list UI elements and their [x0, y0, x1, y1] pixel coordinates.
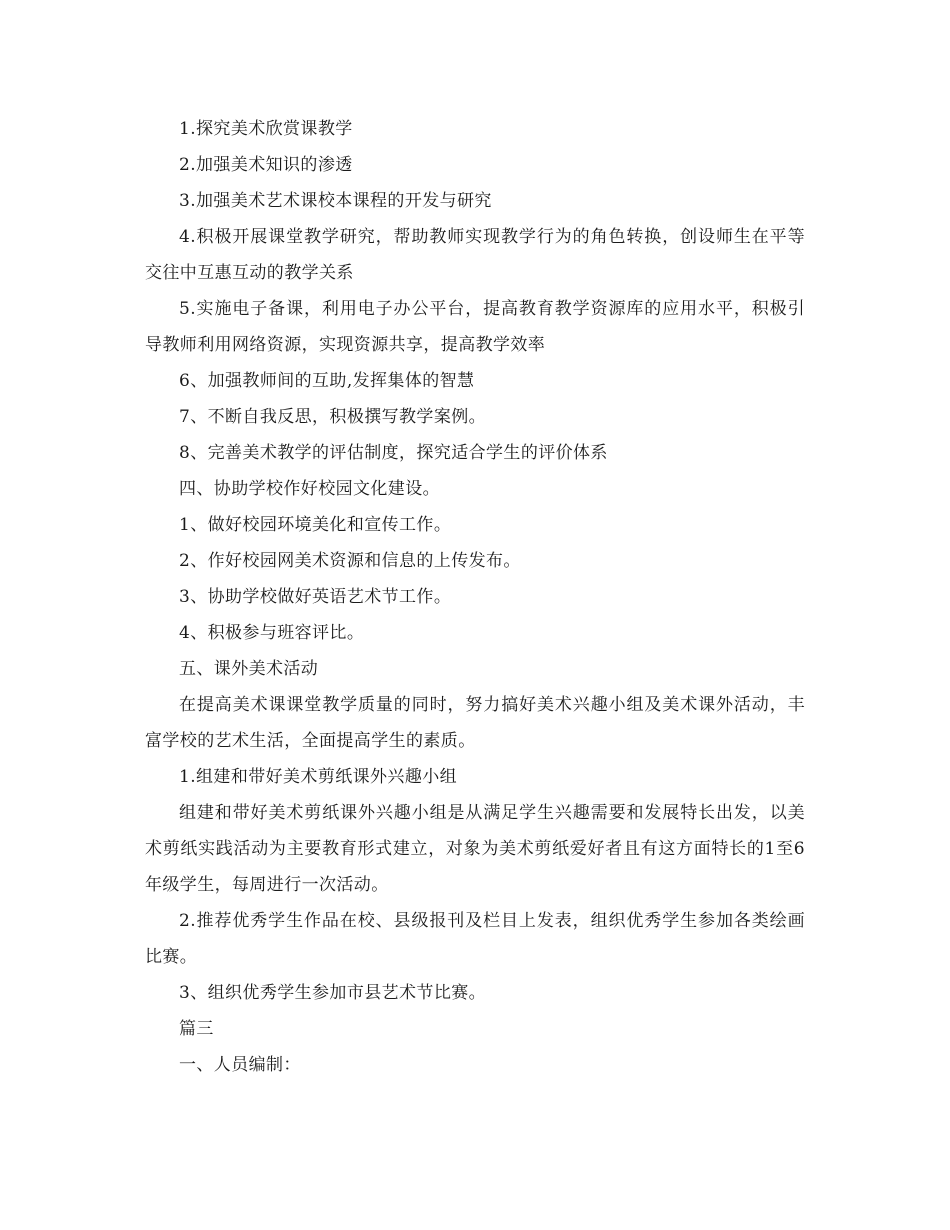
paragraph-13: 4、积极参与班容评比。 [179, 623, 365, 643]
paragraph-17: 组建和带好美术剪纸课外兴趣小组是从满足学生兴趣需要和发展特长出发，以美术剪纸实践活动为主要教育形式建立，对象为美术剪纸爱好者且有这方面特长的1至6年级学生，每周进行一次活动。 [145, 803, 805, 895]
section-heading-1: 一、人员编制： [179, 1055, 301, 1075]
document-body [145, 111, 805, 1083]
section-heading-4: 四、协助学校作好校园文化建设。 [179, 479, 440, 499]
paragraph-5: 5.实施电子备课，利用电子办公平台，提高教育教学资源库的应用水平，积极引导教师利用网络资源，实现资源共享，提高教学效率 [145, 299, 805, 355]
chapter-heading: 篇三 [179, 1019, 214, 1039]
paragraph-18: 2.推荐优秀学生作品在校、县级报刊及栏目上发表，组织优秀学生参加各类绘画比赛。 [145, 911, 805, 967]
paragraph-11: 2、作好校园网美术资源和信息的上传发布。 [179, 551, 521, 571]
paragraph-8: 8、完善美术教学的评估制度，探究适合学生的评价体系 [179, 443, 608, 463]
section-heading-5: 五、课外美术活动 [179, 659, 319, 679]
paragraph-3: 3.加强美术艺术课校本课程的开发与研究 [179, 191, 492, 211]
paragraph-16: 1.组建和带好美术剪纸课外兴趣小组 [179, 767, 458, 787]
paragraph-12: 3、协助学校做好英语艺术节工作。 [179, 587, 452, 607]
paragraph-2: 2.加强美术知识的渗透 [179, 155, 353, 175]
paragraph-7: 7、不断自我反思，积极撰写教学案例。 [179, 407, 487, 427]
paragraph-6: 6、加强教师间的互助,发挥集体的智慧 [179, 371, 475, 391]
paragraph-10: 1、做好校园环境美化和宣传工作。 [179, 515, 452, 535]
paragraph-19: 3、组织优秀学生参加市县艺术节比赛。 [179, 983, 487, 1003]
paragraph-15: 在提高美术课课堂教学质量的同时，努力搞好美术兴趣小组及美术课外活动，丰富学校的艺术生活，全面提高学生的素质。 [145, 695, 805, 751]
paragraph-4: 4.积极开展课堂教学研究，帮助教师实现教学行为的角色转换，创设师生在平等交往中互惠互动的教学关系 [145, 227, 805, 283]
paragraph-1: 1.探究美术欣赏课教学 [179, 119, 353, 139]
